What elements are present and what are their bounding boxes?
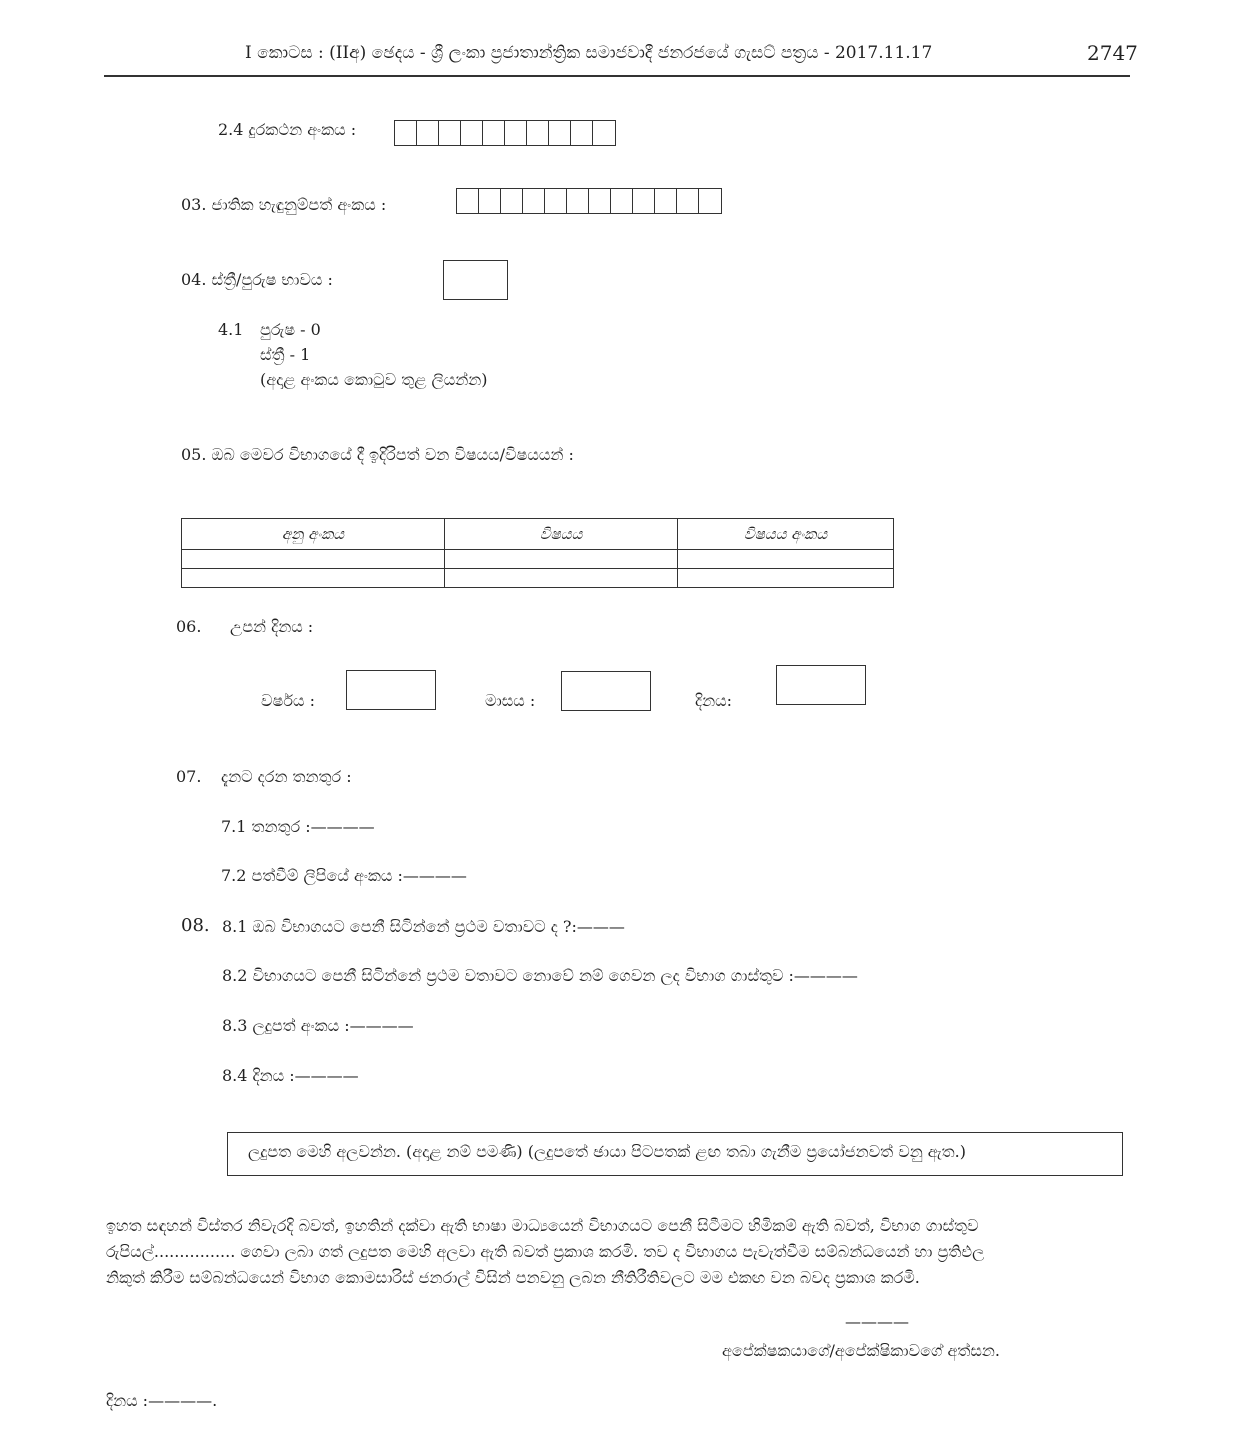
gender-sub-number: 4.1: [218, 320, 244, 339]
gazette-header-title: I කොටස : (IIඅ) ඡෙදය - ශ්‍රී ලංකා ප්‍රජාතාන්ත්‍රික සමාජවාදී ජනරජයේ ගැසට් පත්‍රය - 2017.11.17: [245, 43, 933, 63]
dob-number: 06.: [176, 617, 202, 636]
receipt-paste-notice: ලදුපත මෙහි අලවන්න. (අදාළ නම් පමණි) (ලදුපතේ ඡායා පිටපතක් ළඟ තබා ගැනීම ප්‍රයෝජනවත් වනු ඇත.): [227, 1132, 1123, 1176]
declaration-paragraph: [106, 1213, 1132, 1291]
column-serial-number: අනු අංකය: [182, 519, 445, 550]
dob-year-input-box[interactable]: [346, 670, 436, 710]
telephone-input-boxes[interactable]: [394, 120, 616, 146]
gender-note: (අදාළ අංකය කොටුව තුළ ලියන්න): [260, 370, 488, 389]
gender-input-box[interactable]: [443, 260, 508, 300]
table-row[interactable]: [182, 550, 894, 569]
column-subject: විෂයය: [445, 519, 678, 550]
nic-label: 03. ජාතික හැඳුනුම්පත් අංකය :: [181, 195, 387, 214]
gender-female-option: ස්ත්‍රී - 1: [260, 345, 311, 364]
appointment-letter-number-field: 7.2 පත්වීම් ලිපියේ අංකය :————: [221, 866, 467, 885]
subjects-table: [181, 518, 894, 588]
header-rule: [104, 75, 1130, 77]
table-header-row: [182, 519, 894, 550]
dob-year-label: වර්ෂය :: [261, 691, 315, 710]
footer-date-field: දිනය :————.: [106, 1391, 218, 1410]
nic-input-boxes[interactable]: [456, 188, 722, 214]
dob-day-label: දිනය:: [695, 691, 732, 710]
current-post-number: 07.: [176, 767, 202, 786]
gender-male-option: පුරුෂ - 0: [260, 320, 321, 339]
exam-attempt-number: 08.: [181, 915, 210, 936]
exam-fee-field: 8.2 විභාගයට පෙනී සිටින්නේ ප්‍රථම වතාවට නොවේ නම් ගෙවන ලද විභාග ගාස්තුව :————: [222, 966, 858, 985]
subjects-label: 05. ඔබ මෙවර විභාගයේ දී ඉදිරිපත් වන විෂයය/විෂයයන් :: [181, 445, 574, 464]
declaration-line-3: නිකුත් කිරීම සම්බන්ධයෙන් විභාග කොමසාරිස් ජනරාල් විසින් පනවනු ලබන නීතිරීතිවලට මම එකඟ වන බවද ප්‍රකාශ කරමි.: [106, 1268, 920, 1287]
dob-label: උපන් දිනය :: [230, 617, 314, 636]
current-post-label: දැනට දරන තනතුර :: [221, 767, 352, 786]
first-attempt-field: 8.1 ඔබ විභාගයට පෙනී සිටින්නේ ප්‍රථම වතාවට ද ?:———: [222, 917, 625, 936]
post-field: 7.1 තනතුර :————: [221, 817, 375, 836]
dob-day-input-box[interactable]: [776, 665, 866, 705]
gender-label: 04. ස්ත්‍රී/පුරුෂ භාවය :: [181, 270, 333, 289]
dob-month-label: මාසය :: [485, 691, 536, 710]
page-number: 2747: [1087, 41, 1138, 65]
declaration-line-2: රුපියල්................ ගෙවා ලබා ගත් ලදුපත මෙහි අලවා ඇති බවත් ප්‍රකාශ කරමි. තව ද විභාගය පැවැත්වීම සම්බන්ධයෙන් හා ප්‍රතිඵල: [106, 1242, 985, 1261]
column-subject-number: විෂයය අංකය: [678, 519, 894, 550]
declaration-line-1: ඉහත සඳහන් විස්තර නිවැරදි බවත්, ඉහතින් දක්වා ඇති භාෂා මාධ්‍යයෙන් විභාගයට පෙනී සිටීමට හිමිකම් ඇති බවත්, විභාග ගාස්තුව: [106, 1216, 979, 1235]
receipt-date-field: 8.4 දිනය :————: [222, 1066, 359, 1085]
signature-line: ————: [845, 1312, 909, 1331]
receipt-number-field: 8.3 ලදුපත් අංකය :————: [222, 1016, 414, 1035]
dob-month-input-box[interactable]: [561, 671, 651, 711]
table-row[interactable]: [182, 569, 894, 588]
telephone-label: 2.4 දුරකථන අංකය :: [218, 120, 357, 139]
signature-label: අපේක්ෂකයාගේ/අපේක්ෂිකාවගේ අත්සන.: [722, 1341, 1000, 1360]
